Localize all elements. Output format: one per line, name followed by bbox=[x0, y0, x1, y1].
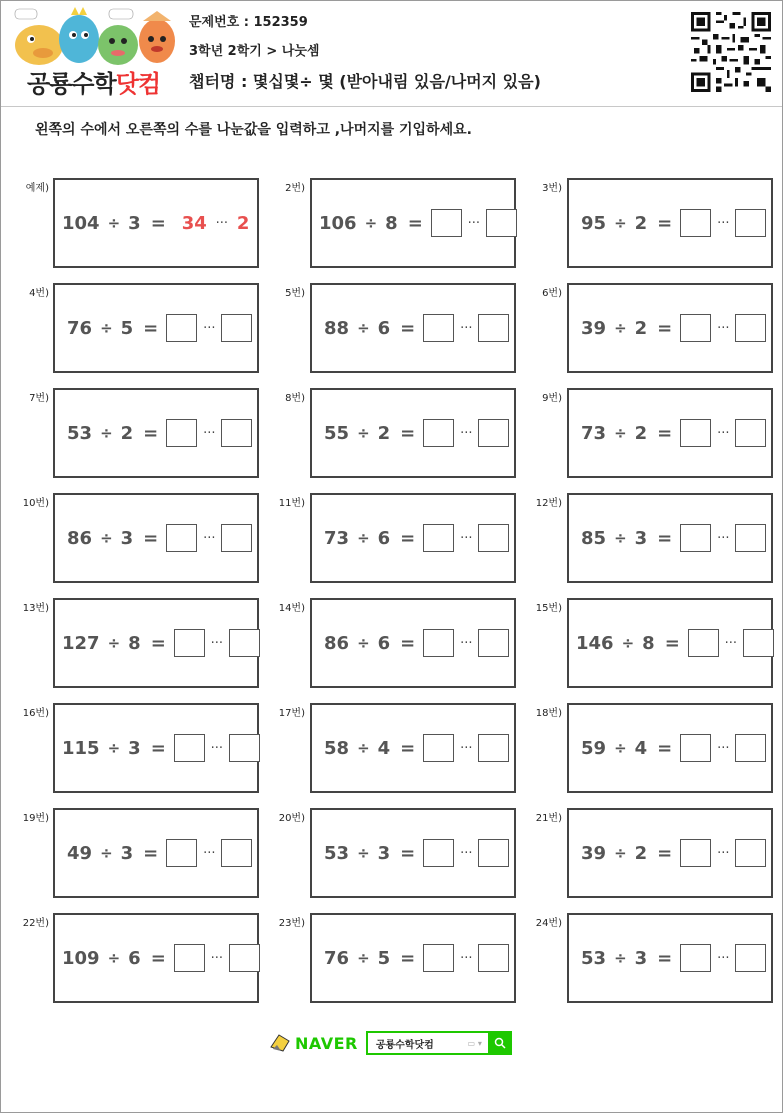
equals-sign: = bbox=[150, 737, 166, 759]
remainder-answer-box[interactable] bbox=[735, 839, 766, 867]
remainder-answer-box[interactable] bbox=[478, 419, 509, 447]
quotient-answer-box[interactable] bbox=[174, 734, 205, 762]
problem-number-label: 8번) bbox=[285, 393, 305, 404]
search-query-text: 공룡수학닷컴 bbox=[375, 1039, 434, 1051]
equals-sign: = bbox=[400, 317, 416, 339]
divisor: 3 bbox=[377, 842, 391, 864]
quotient-answer-box[interactable] bbox=[680, 314, 711, 342]
quotient-answer-box[interactable] bbox=[423, 839, 454, 867]
divide-sign: ÷ bbox=[614, 424, 627, 442]
remainder-answer-box[interactable] bbox=[735, 314, 766, 342]
example-quotient: 34 bbox=[181, 212, 207, 234]
division-expression bbox=[324, 600, 509, 686]
remainder-separator: ··· bbox=[460, 845, 473, 861]
dividend: 58 bbox=[324, 737, 350, 759]
dividend: 88 bbox=[324, 317, 350, 339]
chapter-title: 챕터명 : 몇십몇÷ 몇 (받아내림 있음/나머지 있음) bbox=[189, 72, 541, 91]
remainder-separator: ··· bbox=[210, 740, 223, 756]
division-expression bbox=[62, 915, 260, 1001]
equals-sign: = bbox=[657, 737, 673, 759]
remainder-separator: ··· bbox=[717, 425, 730, 441]
dividend: 115 bbox=[62, 737, 100, 759]
problem-card bbox=[310, 493, 516, 583]
problem-number-label: 14번) bbox=[278, 603, 305, 614]
quotient-answer-box[interactable] bbox=[174, 629, 205, 657]
equals-sign: = bbox=[400, 422, 416, 444]
quotient-answer-box[interactable] bbox=[423, 524, 454, 552]
quotient-answer-box[interactable] bbox=[166, 419, 197, 447]
remainder-separator: ··· bbox=[203, 845, 216, 861]
remainder-separator: ··· bbox=[460, 740, 473, 756]
dividend: 49 bbox=[67, 842, 93, 864]
naver-logo[interactable]: NAVER bbox=[295, 1033, 358, 1053]
equals-sign: = bbox=[400, 737, 416, 759]
division-expression bbox=[62, 600, 260, 686]
problem-number-label: 22번) bbox=[22, 918, 49, 929]
division-expression bbox=[62, 705, 260, 791]
division-expression bbox=[581, 495, 766, 581]
example-card bbox=[53, 178, 259, 268]
logo-wordmark bbox=[11, 64, 176, 99]
remainder-answer-box[interactable] bbox=[743, 629, 774, 657]
problem-card bbox=[310, 178, 516, 268]
divisor: 3 bbox=[634, 947, 648, 969]
quotient-answer-box[interactable] bbox=[680, 944, 711, 972]
logo-text-accent: 닷컴 bbox=[115, 70, 161, 98]
problem-card bbox=[567, 493, 773, 583]
divisor: 3 bbox=[634, 527, 648, 549]
dividend: 86 bbox=[324, 632, 350, 654]
equals-sign: = bbox=[143, 842, 159, 864]
divisor: 3 bbox=[120, 527, 134, 549]
divisor: 2 bbox=[634, 317, 648, 339]
remainder-separator: ··· bbox=[717, 530, 730, 546]
problem-number-label: 18번) bbox=[535, 708, 562, 719]
divisor: 6 bbox=[377, 527, 391, 549]
equals-sign: = bbox=[657, 422, 673, 444]
divisor: 2 bbox=[377, 422, 391, 444]
dividend: 53 bbox=[324, 842, 350, 864]
divisor: 2 bbox=[120, 422, 134, 444]
problem-number-label: 3번) bbox=[542, 183, 562, 194]
problem-number-label: 17번) bbox=[278, 708, 305, 719]
dividend: 53 bbox=[67, 422, 93, 444]
quotient-answer-box[interactable] bbox=[423, 314, 454, 342]
divide-sign: ÷ bbox=[614, 529, 627, 547]
divide-sign: ÷ bbox=[107, 214, 121, 232]
remainder-answer-box[interactable] bbox=[735, 944, 766, 972]
dividend: 86 bbox=[67, 527, 93, 549]
quotient-answer-box[interactable] bbox=[680, 524, 711, 552]
remainder-separator: ··· bbox=[210, 635, 223, 651]
remainder-answer-box[interactable] bbox=[478, 839, 509, 867]
naver-search-input[interactable] bbox=[366, 1031, 488, 1055]
equals-sign: = bbox=[657, 527, 673, 549]
equals-sign: = bbox=[657, 947, 673, 969]
problem-number-label: 20번) bbox=[278, 813, 305, 824]
divide-sign: ÷ bbox=[357, 529, 370, 547]
divisor: 6 bbox=[128, 947, 141, 969]
remainder-separator: ··· bbox=[717, 320, 730, 336]
equals-sign: = bbox=[143, 422, 159, 444]
division-expression bbox=[581, 390, 766, 476]
dividend: 53 bbox=[581, 947, 607, 969]
divide-sign: ÷ bbox=[357, 949, 370, 967]
remainder-separator: ··· bbox=[460, 425, 473, 441]
problem-card bbox=[567, 808, 773, 898]
equals-sign: = bbox=[407, 212, 423, 234]
problem-card bbox=[567, 388, 773, 478]
divisor: 4 bbox=[377, 737, 391, 759]
problem-card bbox=[310, 913, 516, 1003]
divide-sign: ÷ bbox=[100, 319, 113, 337]
remainder-answer-box[interactable] bbox=[735, 419, 766, 447]
remainder-answer-box[interactable] bbox=[221, 419, 252, 447]
division-expression bbox=[67, 285, 252, 371]
divisor: 2 bbox=[634, 422, 648, 444]
division-expression bbox=[581, 810, 766, 896]
division-expression bbox=[67, 810, 252, 896]
dividend: 127 bbox=[62, 632, 100, 654]
problem-number-label: 2번) bbox=[285, 183, 305, 194]
dividend: 59 bbox=[581, 737, 607, 759]
remainder-answer-box[interactable] bbox=[229, 944, 260, 972]
equals-sign: = bbox=[400, 632, 416, 654]
division-expression bbox=[319, 180, 517, 266]
division-expression bbox=[324, 495, 509, 581]
remainder-answer-box[interactable] bbox=[229, 629, 260, 657]
remainder-answer-box[interactable] bbox=[221, 839, 252, 867]
divide-sign: ÷ bbox=[614, 949, 627, 967]
problem-number-label: 13번) bbox=[22, 603, 49, 614]
equals-sign: = bbox=[664, 632, 680, 654]
equals-sign: = bbox=[150, 947, 166, 969]
remainder-answer-box[interactable] bbox=[478, 629, 509, 657]
divisor: 3 bbox=[128, 737, 141, 759]
quotient-answer-box[interactable] bbox=[688, 629, 719, 657]
divide-sign: ÷ bbox=[357, 634, 370, 652]
remainder-separator: ··· bbox=[717, 950, 730, 966]
problem-number-label: 10번) bbox=[22, 498, 49, 509]
equals-sign: = bbox=[400, 842, 416, 864]
remainder-separator: ··· bbox=[460, 950, 473, 966]
remainder-separator: ··· bbox=[203, 425, 216, 441]
quotient-answer-box[interactable] bbox=[423, 419, 454, 447]
problem-card bbox=[53, 493, 259, 583]
remainder-answer-box[interactable] bbox=[229, 734, 260, 762]
quotient-answer-box[interactable] bbox=[423, 734, 454, 762]
divide-sign: ÷ bbox=[100, 529, 113, 547]
remainder-separator: ··· bbox=[460, 635, 473, 651]
divide-sign: ÷ bbox=[614, 739, 627, 757]
division-expression bbox=[576, 600, 774, 686]
remainder-separator: ··· bbox=[460, 530, 473, 546]
division-expression bbox=[581, 285, 766, 371]
divisor: 8 bbox=[642, 632, 655, 654]
division-expression bbox=[67, 390, 252, 476]
problem-number-label: 9번) bbox=[542, 393, 562, 404]
remainder-answer-box[interactable] bbox=[486, 209, 517, 237]
keyboard-icon[interactable]: ▭ ▾ bbox=[467, 1039, 482, 1048]
dividend: 76 bbox=[67, 317, 93, 339]
equals-sign: = bbox=[143, 317, 159, 339]
division-expression bbox=[324, 915, 509, 1001]
logo-text-main: 공룡수학 bbox=[26, 70, 116, 98]
dinosaur-mascots-icon bbox=[11, 7, 176, 69]
remainder-separator: ··· bbox=[467, 215, 480, 231]
divisor: 4 bbox=[634, 737, 648, 759]
dividend: 76 bbox=[324, 947, 350, 969]
problem-card bbox=[53, 703, 259, 793]
remainder-separator: ··· bbox=[203, 530, 216, 546]
problem-number-label: 19번) bbox=[22, 813, 49, 824]
dividend: 109 bbox=[62, 947, 100, 969]
divide-sign: ÷ bbox=[107, 634, 121, 652]
quotient-answer-box[interactable] bbox=[166, 314, 197, 342]
dividend: 73 bbox=[581, 422, 607, 444]
divisor: 6 bbox=[377, 317, 391, 339]
quotient-answer-box[interactable] bbox=[431, 209, 462, 237]
dividend: 55 bbox=[324, 422, 350, 444]
divisor: 3 bbox=[128, 212, 141, 234]
divide-sign: ÷ bbox=[364, 214, 378, 232]
division-expression bbox=[581, 915, 766, 1001]
divide-sign: ÷ bbox=[614, 214, 627, 232]
quotient-answer-box[interactable] bbox=[423, 944, 454, 972]
quotient-answer-box[interactable] bbox=[680, 734, 711, 762]
example-remainder: 2 bbox=[236, 212, 250, 234]
problem-number-label: 23번) bbox=[278, 918, 305, 929]
dividend: 106 bbox=[319, 212, 357, 234]
division-expression bbox=[581, 705, 766, 791]
remainder-answer-box[interactable] bbox=[478, 944, 509, 972]
problem-number-label: 4번) bbox=[29, 288, 49, 299]
division-expression bbox=[324, 810, 509, 896]
divide-sign: ÷ bbox=[107, 949, 121, 967]
problem-card bbox=[567, 283, 773, 373]
divide-sign: ÷ bbox=[357, 739, 370, 757]
remainder-separator: ··· bbox=[717, 215, 730, 231]
quotient-answer-box[interactable] bbox=[680, 419, 711, 447]
remainder-answer-box[interactable] bbox=[735, 734, 766, 762]
remainder-separator: ··· bbox=[460, 320, 473, 336]
divisor: 5 bbox=[120, 317, 134, 339]
remainder-separator: ··· bbox=[717, 740, 730, 756]
divide-sign: ÷ bbox=[621, 634, 635, 652]
problem-card bbox=[310, 283, 516, 373]
naver-search-widget bbox=[269, 1031, 512, 1055]
problem-card bbox=[53, 808, 259, 898]
equals-sign: = bbox=[400, 947, 416, 969]
equals-sign: = bbox=[657, 212, 673, 234]
remainder-answer-box[interactable] bbox=[735, 209, 766, 237]
divide-sign: ÷ bbox=[614, 844, 627, 862]
site-logo[interactable] bbox=[11, 7, 176, 99]
divide-sign: ÷ bbox=[107, 739, 121, 757]
divisor: 5 bbox=[377, 947, 391, 969]
remainder-answer-box[interactable] bbox=[478, 524, 509, 552]
division-expression bbox=[581, 180, 766, 266]
division-expression bbox=[62, 180, 249, 266]
problem-number-label: 12번) bbox=[535, 498, 562, 509]
dividend: 73 bbox=[324, 527, 350, 549]
problem-number-label: 6번) bbox=[542, 288, 562, 299]
problem-card bbox=[310, 808, 516, 898]
quotient-answer-box[interactable] bbox=[423, 629, 454, 657]
quotient-answer-box[interactable] bbox=[166, 839, 197, 867]
quotient-answer-box[interactable] bbox=[166, 524, 197, 552]
dividend: 39 bbox=[581, 317, 607, 339]
problem-card bbox=[53, 913, 259, 1003]
dividend: 95 bbox=[581, 212, 607, 234]
problem-card bbox=[310, 703, 516, 793]
quotient-answer-box[interactable] bbox=[680, 839, 711, 867]
equals-sign: = bbox=[143, 527, 159, 549]
remainder-answer-box[interactable] bbox=[478, 314, 509, 342]
remainder-separator: ··· bbox=[210, 950, 223, 966]
problem-card bbox=[567, 178, 773, 268]
problem-card bbox=[53, 598, 259, 688]
divide-sign: ÷ bbox=[357, 424, 370, 442]
problem-card bbox=[567, 703, 773, 793]
problem-card bbox=[567, 598, 773, 688]
divisor: 8 bbox=[385, 212, 398, 234]
division-expression bbox=[324, 285, 509, 371]
naver-mascot-icon bbox=[269, 1033, 291, 1053]
remainder-answer-box[interactable] bbox=[221, 314, 252, 342]
dividend: 85 bbox=[581, 527, 607, 549]
quotient-answer-box[interactable] bbox=[680, 209, 711, 237]
equals-sign: = bbox=[657, 842, 673, 864]
problem-number-label: 16번) bbox=[22, 708, 49, 719]
dividend: 104 bbox=[62, 212, 100, 234]
divisor: 2 bbox=[634, 842, 648, 864]
equals-sign: = bbox=[400, 527, 416, 549]
remainder-answer-box[interactable] bbox=[735, 524, 766, 552]
problem-number-label: 21번) bbox=[535, 813, 562, 824]
problem-number-label: 11번) bbox=[278, 498, 305, 509]
search-icon bbox=[494, 1037, 506, 1049]
divide-sign: ÷ bbox=[357, 844, 370, 862]
division-expression bbox=[67, 495, 252, 581]
dividend: 39 bbox=[581, 842, 607, 864]
dividend: 146 bbox=[576, 632, 614, 654]
header bbox=[1, 1, 782, 107]
problem-card bbox=[53, 283, 259, 373]
division-expression bbox=[324, 705, 509, 791]
problem-number-label: 24번) bbox=[535, 918, 562, 929]
course-breadcrumb: 3학년 2학기 > 나눗셈 bbox=[189, 44, 320, 59]
remainder-separator: ··· bbox=[215, 215, 229, 231]
search-button[interactable] bbox=[488, 1031, 512, 1055]
problem-card bbox=[310, 598, 516, 688]
problem-info bbox=[189, 11, 541, 92]
divide-sign: ÷ bbox=[100, 424, 113, 442]
remainder-separator: ··· bbox=[724, 635, 737, 651]
problem-number-label: 7번) bbox=[29, 393, 49, 404]
qr-code-icon[interactable] bbox=[691, 12, 771, 92]
remainder-answer-box[interactable] bbox=[478, 734, 509, 762]
problem-number-label: 15번) bbox=[535, 603, 562, 614]
instruction-text: 왼쪽의 수에서 오른쪽의 수를 나눈값을 입력하고 ,나머지를 기입하세요. bbox=[35, 122, 472, 138]
problem-card bbox=[567, 913, 773, 1003]
problem-card bbox=[53, 388, 259, 478]
divide-sign: ÷ bbox=[357, 319, 370, 337]
divide-sign: ÷ bbox=[614, 319, 627, 337]
problem-card bbox=[310, 388, 516, 478]
remainder-separator: ··· bbox=[203, 320, 216, 336]
equals-sign: = bbox=[150, 212, 166, 234]
divisor: 3 bbox=[120, 842, 134, 864]
divisor: 6 bbox=[377, 632, 391, 654]
remainder-answer-box[interactable] bbox=[221, 524, 252, 552]
equals-sign: = bbox=[657, 317, 673, 339]
divisor: 2 bbox=[634, 212, 648, 234]
divide-sign: ÷ bbox=[100, 844, 113, 862]
quotient-answer-box[interactable] bbox=[174, 944, 205, 972]
equals-sign: = bbox=[150, 632, 166, 654]
problem-number-label: 5번) bbox=[285, 288, 305, 299]
divisor: 8 bbox=[128, 632, 141, 654]
division-expression bbox=[324, 390, 509, 476]
problem-number: 문제번호 : 152359 bbox=[189, 15, 308, 30]
remainder-separator: ··· bbox=[717, 845, 730, 861]
example-label: 예제) bbox=[25, 183, 49, 194]
